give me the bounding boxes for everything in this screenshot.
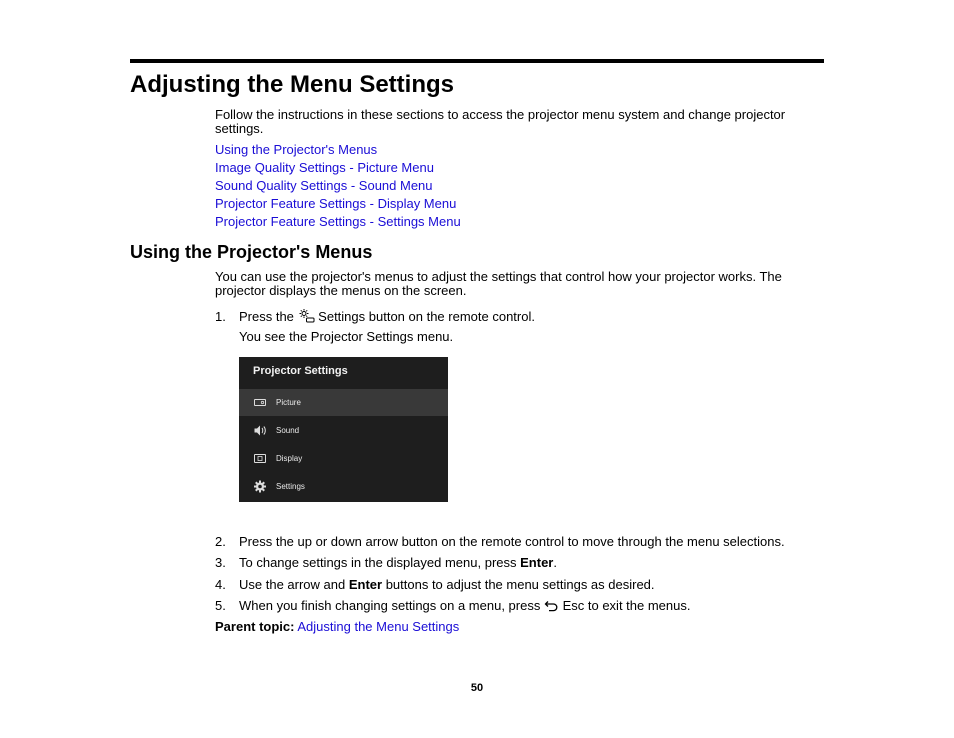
step-1	[215, 308, 535, 327]
step-1-result: You see the Projector Settings menu.	[239, 329, 454, 344]
step-2	[215, 534, 785, 550]
step-4	[215, 577, 655, 593]
link-sound-menu[interactable]: Sound Quality Settings - Sound Menu	[215, 178, 433, 193]
step-text: Press the up or down arrow button on the remote control to move through the menu selections.	[239, 534, 785, 549]
display-icon	[253, 452, 267, 465]
step-text: .	[553, 555, 557, 570]
page-title: Adjusting the Menu Settings	[130, 71, 454, 98]
picture-icon	[253, 396, 267, 409]
parent-topic-label: Parent topic:	[215, 619, 295, 634]
menu-title: Projector Settings	[253, 365, 348, 377]
step-5	[215, 598, 691, 616]
step-3	[215, 555, 557, 571]
back-arrow-icon	[544, 599, 559, 616]
link-using-menus[interactable]: Using the Projector's Menus	[215, 142, 378, 157]
intro-paragraph: Follow the instructions in these sections to access the projector menu system and change projector settings.	[215, 107, 786, 136]
parent-topic-link[interactable]: Adjusting the Menu Settings	[297, 619, 460, 634]
settings-gear-icon	[298, 308, 315, 327]
enter-key-label: Enter	[520, 555, 554, 570]
menu-item-sound	[239, 417, 448, 444]
enter-key-label: Enter	[348, 577, 383, 592]
section-intro-paragraph: You can use the projector's menus to adjust the settings that control how your projector works. The projector displays the menus on the screen.	[215, 269, 782, 298]
step-number: 3.	[215, 555, 226, 570]
step-number: 1.	[215, 309, 226, 324]
menu-item-label: Settings	[276, 482, 305, 491]
projector-settings-menu-screenshot	[239, 357, 448, 502]
parent-topic	[215, 619, 459, 635]
step-number: 4.	[215, 577, 226, 592]
section-title: Using the Projector's Menus	[130, 242, 373, 262]
menu-item-label: Display	[276, 454, 303, 463]
gear-icon	[253, 480, 267, 493]
step-text: To change settings in the displayed menu, press	[239, 555, 521, 570]
step-text: Use the arrow and	[239, 577, 349, 592]
title-rule	[130, 59, 824, 63]
menu-item-settings	[239, 473, 448, 500]
menu-item-label: Picture	[276, 398, 301, 407]
link-picture-menu[interactable]: Image Quality Settings - Picture Menu	[215, 160, 434, 175]
step-text: When you finish changing settings on a menu, press	[239, 598, 541, 613]
link-display-menu[interactable]: Projector Feature Settings - Display Menu	[215, 196, 457, 211]
menu-item-label: Sound	[276, 426, 300, 435]
step-text: Settings button on the remote control.	[318, 309, 535, 324]
step-text: Esc to exit the menus.	[562, 598, 691, 613]
step-number: 5.	[215, 598, 226, 613]
menu-item-display	[239, 445, 448, 472]
step-text: Press the	[239, 309, 294, 324]
menu-item-picture	[239, 389, 448, 416]
step-text: buttons to adjust the menu settings as desired.	[382, 577, 655, 592]
step-number: 2.	[215, 534, 226, 549]
link-settings-menu[interactable]: Projector Feature Settings - Settings Menu	[215, 214, 461, 229]
speaker-icon	[253, 424, 267, 437]
page-number: 50	[470, 682, 484, 694]
